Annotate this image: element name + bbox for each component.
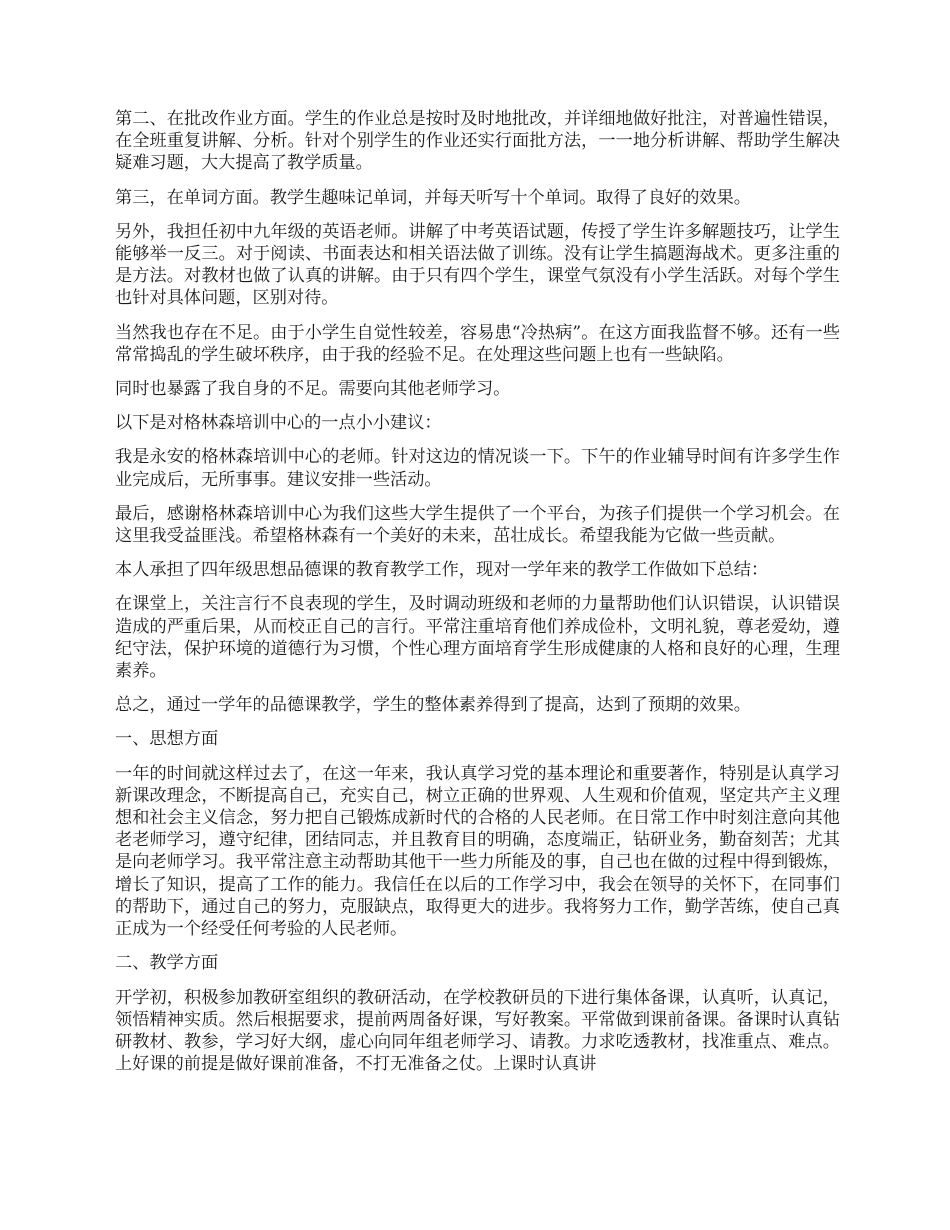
paragraph-moral-class-intro: 本人承担了四年级思想品德课的教育教学工作，现对一学年来的教学工作做如下总结：	[115, 560, 769, 581]
paragraph-homework-correction: 第二、在批改作业方面。学生的作业总是按时及时地批改，并详细地做好批注，对普遍性错误，在全班重复讲解、分析。针对个别学生的作业还实行面批方法，一一地分析讲解、帮助学生解决疑难习题，大大提高了教学质量。	[115, 109, 840, 174]
paragraph-summary: 总之，通过一学年的品德课教学，学生的整体素养得到了提高，达到了预期的效果。	[115, 695, 751, 716]
paragraph-suggestion-intro: 以下是对格林森培训中心的一点小小建议：	[115, 413, 442, 434]
paragraph-suggestion: 我是永安的格林森培训中心的老师。针对这边的情况谈一下。下午的作业辅导时间有许多学生作业完成后，无所事事。建议安排一些活动。	[115, 447, 840, 490]
paragraph-ideology: 一年的时间就这样过去了，在这一年来，我认真学习党的基本理论和重要著作，特别是认真学习新课改理念，不断提高自己，充实自己，树立正确的世界观、人生观和价值观，坚定共产主义理想和社会主义信念，努力把自己锻炼成新时代的合格的人民老师。在日常工作中时刻注意向其他老老师学习，遵守纪律，团结同志，并且教育目的明确，态度端正，钻研业务，勤奋刻苦；尤其是向老师学习。我平常注意主动帮助其他干一些力所能及的事，自己也在做的过程中得到锻炼，增长了知识，提高了工作的能力。我信任在以后的工作学习中，我会在领导的关怀下，在同事们的帮助下，通过自己的努力，克服缺点，取得更大的进步。我将努力工作，勤学苦练，使自己真正成为一个经受任何考验的人民老师。	[115, 763, 840, 940]
paragraph-shortcomings: 当然我也存在不足。由于小学生自觉性较差，容易患“冷热病”。在这方面我监督不够。还有一些常常捣乱的学生破坏秩序，由于我的经验不足。在处理这些问题上也有一些缺陷。	[115, 322, 840, 365]
section-heading-teaching: 二、教学方面	[115, 953, 219, 974]
paragraph-teaching: 开学初，积极参加教研室组织的教研活动，在学校教研员的下进行集体备课，认真听，认真记，领悟精神实质。然后根据要求，提前两周备好课，写好教案。平常做到课前备课。备课时认真钻研教材、教参，学习好大纲，虚心向同年组老师学习、请教。力求吃透教材，找准重点、难点。上好课的前提是做好课前准备，不打无准备之仗。上课时认真讲	[115, 987, 840, 1075]
paragraph-classroom: 在课堂上，关注言行不良表现的学生，及时调动班级和老师的力量帮助他们认识错误，认识错误造成的严重后果，从而校正自己的言行。平常注重培育他们养成俭朴，文明礼貌，尊老爱幼，遵纪守法，保护环境的道德行为习惯，个性心理方面培育学生形成健康的人格和良好的心理，生理素养。	[115, 594, 840, 682]
paragraph-thanks: 最后，感谢格林森培训中心为我们这些大学生提供了一个平台，为孩子们提供一个学习机会。在这里我受益匪浅。希望格林森有一个美好的未来，茁壮成长。希望我能为它做一些贡献。	[115, 503, 840, 547]
paragraph-self-improvement: 同时也暴露了我自身的不足。需要向其他老师学习。	[115, 379, 511, 400]
paragraph-english-teacher: 另外，我担任初中九年级的英语老师。讲解了中考英语试题，传授了学生许多解题技巧，让学生能够举一反三。对于阅读、书面表达和相关语法做了训练。没有让学生搞题海战术。更多注重的是方法。对教材也做了认真的讲解。由于只有四个学生，课堂气氛没有小学生活跃。对每个学生也针对具体问题，区别对待。	[115, 221, 840, 309]
section-heading-ideology: 一、思想方面	[115, 729, 219, 750]
document-page	[115, 108, 840, 1087]
paragraph-vocabulary: 第三，在单词方面。教学生趣味记单词，并每天听写十个单词。取得了良好的效果。	[115, 187, 751, 208]
